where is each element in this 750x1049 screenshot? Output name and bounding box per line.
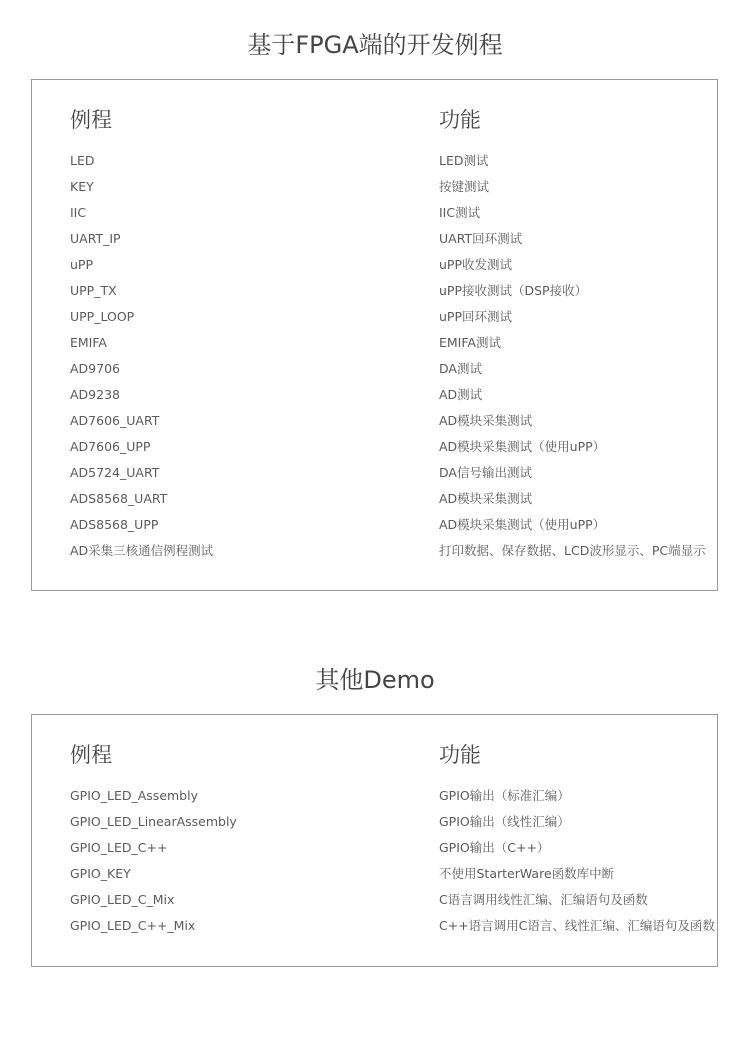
example-name: AD7606_UPP xyxy=(70,439,151,454)
example-function: uPP收发测试 xyxy=(439,257,512,272)
example-name: AD采集三核通信例程测试 xyxy=(70,543,214,558)
section-title-fpga: 基于FPGA端的开发例程 xyxy=(247,31,503,59)
example-name: IIC xyxy=(70,205,87,220)
example-function: AD模块采集测试（使用uPP） xyxy=(439,517,606,532)
table-row xyxy=(32,252,717,278)
example-function: GPIO输出（C++） xyxy=(439,840,550,855)
example-name: ADS8568_UPP xyxy=(70,517,159,532)
table-row xyxy=(32,304,717,330)
example-name: AD7606_UART xyxy=(70,413,160,428)
table-row xyxy=(32,382,717,408)
table-row xyxy=(32,434,717,460)
section-title-other-demo: 其他Demo xyxy=(315,666,435,694)
example-function: uPP接收测试（DSP接收） xyxy=(439,283,588,298)
example-function: GPIO输出（标准汇编） xyxy=(439,788,570,803)
example-name: EMIFA xyxy=(70,335,107,350)
column-header-example: 例程 xyxy=(70,108,112,132)
example-name: LED xyxy=(70,153,95,168)
table-row xyxy=(32,174,717,200)
example-function: DA信号输出测试 xyxy=(439,465,532,480)
example-name: AD9706 xyxy=(70,361,120,376)
column-header-example: 例程 xyxy=(70,743,112,767)
example-function: GPIO输出（线性汇编） xyxy=(439,814,570,829)
table-row xyxy=(32,226,717,252)
column-header-function: 功能 xyxy=(439,743,481,767)
table-row xyxy=(32,330,717,356)
table-row xyxy=(32,913,717,939)
fpga-examples-table xyxy=(31,79,718,591)
example-name: GPIO_LED_LinearAssembly xyxy=(70,814,237,829)
other-demo-table xyxy=(31,714,718,967)
table-row xyxy=(32,148,717,174)
column-header-function: 功能 xyxy=(439,108,481,132)
example-function: C++语言调用C语言、线性汇编、汇编语句及函数 xyxy=(439,918,715,933)
example-function: 按键测试 xyxy=(439,179,490,194)
example-function: DA测试 xyxy=(439,361,482,376)
example-name: UPP_LOOP xyxy=(70,309,135,324)
example-name: GPIO_LED_C++ xyxy=(70,840,168,855)
example-name: KEY xyxy=(70,179,94,194)
fpga-examples-list xyxy=(32,148,717,564)
example-name: uPP xyxy=(70,257,93,272)
other-demo-list xyxy=(32,783,717,939)
example-function: IIC测试 xyxy=(439,205,481,220)
example-name: AD9238 xyxy=(70,387,120,402)
example-function: uPP回环测试 xyxy=(439,309,512,324)
example-name: UART_IP xyxy=(70,231,121,246)
example-function: AD模块采集测试 xyxy=(439,491,533,506)
example-function: AD模块采集测试 xyxy=(439,413,533,428)
table-row xyxy=(32,408,717,434)
table-row xyxy=(32,835,717,861)
example-function: AD测试 xyxy=(439,387,483,402)
example-name: UPP_TX xyxy=(70,283,117,298)
table-row xyxy=(32,200,717,226)
table-row xyxy=(32,887,717,913)
example-function: 打印数据、保存数据、LCD波形显示、PC端显示 xyxy=(439,543,706,558)
table-row xyxy=(32,460,717,486)
table-row xyxy=(32,512,717,538)
table-row xyxy=(32,278,717,304)
example-name: ADS8568_UART xyxy=(70,491,168,506)
example-name: GPIO_LED_Assembly xyxy=(70,788,198,803)
table-row xyxy=(32,538,717,564)
example-function: UART回环测试 xyxy=(439,231,523,246)
example-function: EMIFA测试 xyxy=(439,335,501,350)
table-row xyxy=(32,356,717,382)
example-function: AD模块采集测试（使用uPP） xyxy=(439,439,606,454)
example-name: AD5724_UART xyxy=(70,465,160,480)
table-row xyxy=(32,809,717,835)
table-row xyxy=(32,861,717,887)
example-name: GPIO_LED_C_Mix xyxy=(70,892,175,907)
example-name: GPIO_KEY xyxy=(70,866,131,881)
table-row xyxy=(32,486,717,512)
example-function: 不使用StarterWare函数库中断 xyxy=(439,866,615,881)
example-function: C语言调用线性汇编、汇编语句及函数 xyxy=(439,892,648,907)
table-row xyxy=(32,783,717,809)
example-function: LED测试 xyxy=(439,153,489,168)
example-name: GPIO_LED_C++_Mix xyxy=(70,918,196,933)
